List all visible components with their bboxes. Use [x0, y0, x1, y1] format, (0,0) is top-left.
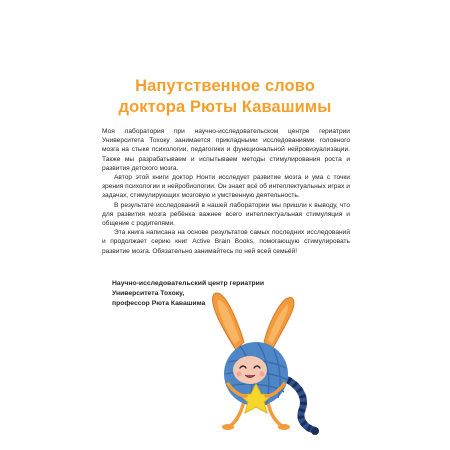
title-line-1: Напутственное слово	[135, 77, 315, 95]
signature-line-2: Университета Тохоку,	[112, 290, 185, 297]
paragraph-3: В результате исследований в нашей лаборатории мы пришли к выводу, что для развития мозга ребёнка важнее всего интеллектуальная стимуляция и общение с родителями.	[102, 201, 350, 228]
signature-line-1: Научно-исследовательский центр гериатрии	[112, 280, 265, 287]
paragraph-2: Автор этой книги доктор Нонти исследует развитие мозга и ума с точки зрения психологии и нейробиологии. Он знает всё об интеллектуальных играх и задачах, стимулирующих мозговую и умственную деятельность.	[102, 174, 350, 200]
foreword-text	[102, 127, 350, 256]
paragraph-4: Эта книга написана на основе результатов самых последних исследований и продолжает серию книг Active Brain Books, помогающую стимулировать развитие мозга. Обязательно занимайтесь по ней всей семьёй!	[102, 229, 350, 255]
title-line-2: доктора Рюты Кавашимы	[118, 98, 332, 116]
left-leg-icon	[230, 400, 244, 426]
face-icon	[233, 356, 267, 384]
yarn-ball-bunny-mascot-icon	[184, 288, 334, 438]
signature-line-3: профессор Рюта Кавашима	[112, 300, 206, 307]
right-leg-icon	[268, 402, 282, 426]
page-title	[0, 76, 450, 118]
paragraph-1: Моя лаборатория при научно-исследовательском центре гериатрии Университета Тохоку занимается прикладными исследованиями головного мозга на стыке психологии, педагогики и функциональной нейровизуализации. Также мы разрабатываем и испытываем методы стимулирования роста и развития детского мозга.	[102, 128, 350, 172]
striped-tail-icon	[288, 380, 319, 435]
